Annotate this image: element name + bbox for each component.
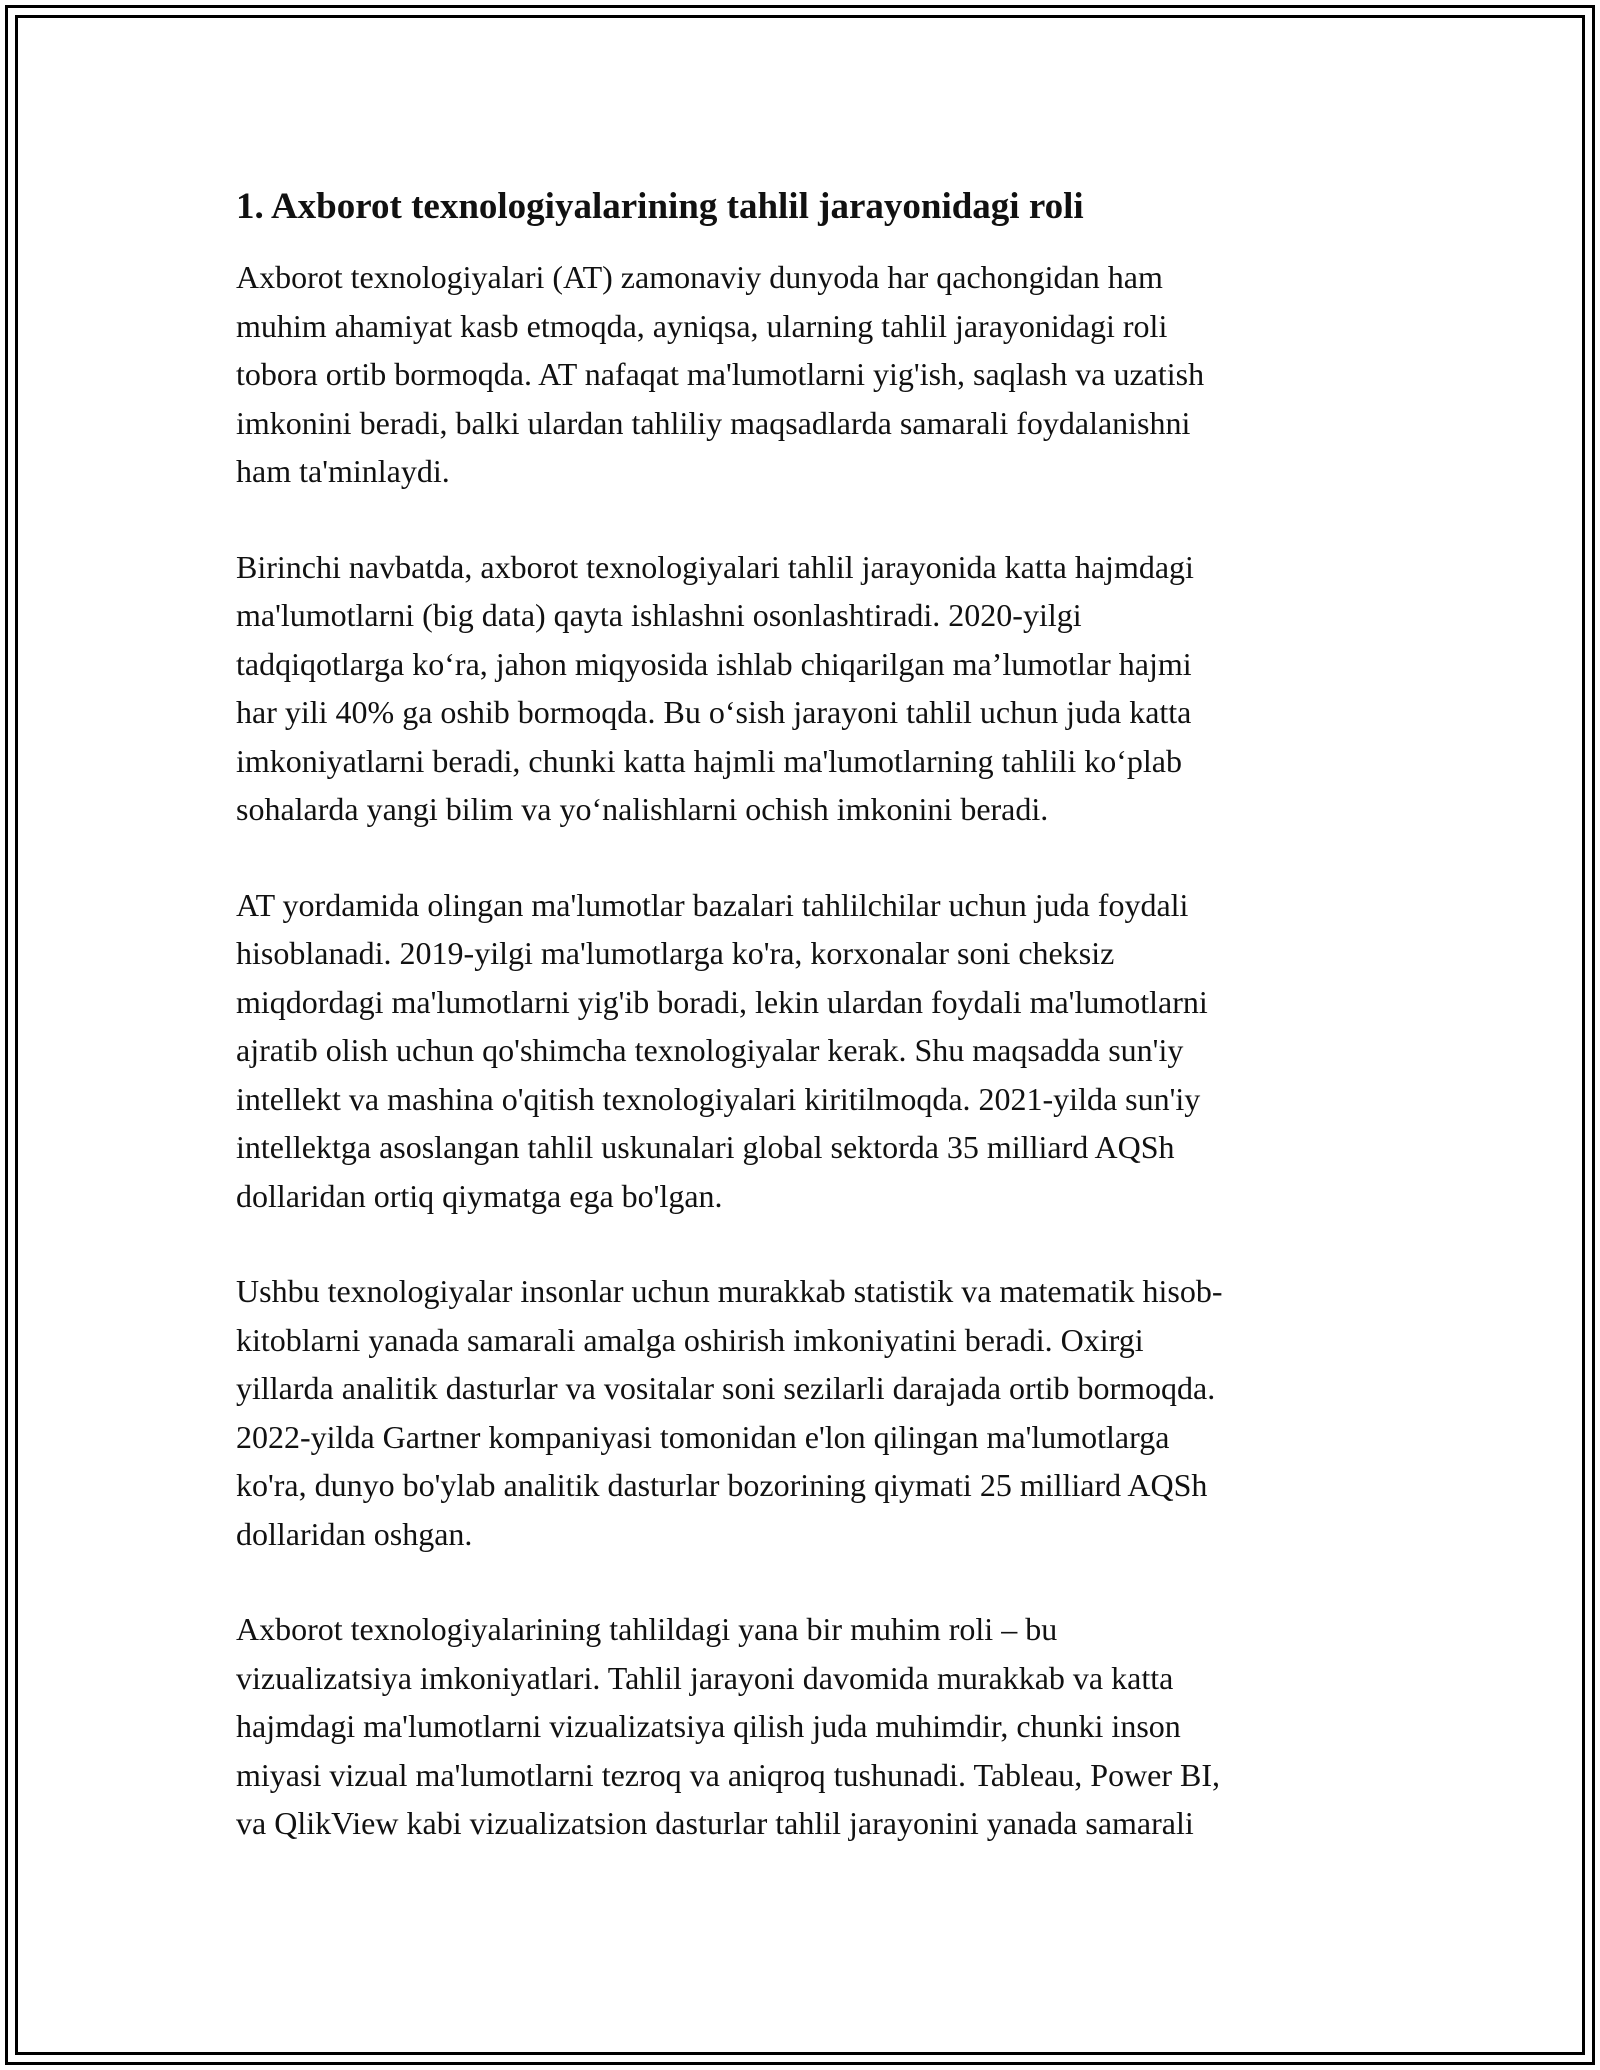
text-line: muhim ahamiyat kasb etmoqda, ayniqsa, ularning tahlil jarayonidagi roli (236, 307, 1168, 344)
text-line: va QlikView kabi vizualizatsion dasturlar tahlil jarayonini yanada samarali (236, 1805, 1194, 1841)
text-line: dollaridan oshgan. (236, 1515, 473, 1552)
text-line: har yili 40% ga oshib bormoqda. Bu oʻsish jarayoni tahlil uchun juda katta (236, 694, 1192, 730)
text-line: AT yordamida olingan ma'lumotlar bazalari tahlilchilar uchun juda foydali (236, 886, 1189, 923)
text-line: hajmdagi ma'lumotlarni vizualizatsiya qilish juda muhimdir, chunki inson (236, 1708, 1181, 1744)
text-line: miqdordagi ma'lumotlarni yig'ib boradi, lekin ulardan foydali ma'lumotlarni (236, 983, 1208, 1020)
text-line: Axborot texnologiyalarining tahlildagi yana bir muhim roli – bu (236, 1611, 1058, 1647)
text-line: ajratib olish uchun qo'shimcha texnologiyalar kerak. Shu maqsadda sun'iy (236, 1032, 1184, 1068)
text-line: dollaridan ortiq qiymatga ega bo'lgan. (236, 1177, 723, 1214)
text-line: miyasi vizual ma'lumotlarni tezroq va aniqroq tushunadi. Tableau, Power BI, (236, 1756, 1221, 1793)
text-line: intellektga asoslangan tahlil uskunalari global sektorda 35 milliard AQSh (236, 1129, 1175, 1165)
text-line: 2022-yilda Gartner kompaniyasi tomonidan e'lon qilingan ma'lumotlarga (236, 1418, 1170, 1455)
text-line: ham ta'minlaydi. (236, 453, 450, 489)
text-line: vizualizatsiya imkoniyatlari. Tahlil jarayoni davomida murakkab va katta (236, 1659, 1174, 1696)
paragraph-analytics (236, 1267, 1376, 1558)
text-line: imkonini beradi, balki ulardan tahliliy maqsadlarda samarali foydalanishni (236, 404, 1191, 441)
paragraph-intro (236, 253, 1376, 496)
section-heading: 1. Axborot texnologiyalarining tahlil jarayonidagi roli (236, 186, 1084, 227)
text-line: yillarda analitik dasturlar va vositalar soni sezilarli darajada ortib bormoqda. (236, 1370, 1216, 1406)
text-line: kitoblarni yanada samarali amalga oshirish imkoniyatini beradi. Oxirgi (236, 1321, 1144, 1358)
text-line: tobora ortib bormoqda. AT nafaqat ma'lumotlarni yig'ish, saqlash va uzatish (236, 356, 1205, 392)
text-line: intellekt va mashina o'qitish texnologiyalari kiritilmoqda. 2021-yilda sun'iy (236, 1080, 1201, 1117)
paragraph-databases (236, 881, 1376, 1221)
text-line: ma'lumotlarni (big data) qayta ishlashni osonlashtiradi. 2020-yilgi (236, 597, 1082, 633)
paragraph-big-data (236, 543, 1376, 834)
document-body (236, 183, 1376, 1895)
text-line: Birinchi navbatda, axborot texnologiyalari tahlil jarayonida katta hajmdagi (236, 548, 1194, 585)
text-line: Ushbu texnologiyalar insonlar uchun murakkab statistik va matematik hisob- (236, 1273, 1223, 1309)
text-line: imkoniyatlarni beradi, chunki katta hajmli ma'lumotlarning tahlili koʻplab (236, 742, 1182, 779)
text-line: hisoblanadi. 2019-yilgi ma'lumotlarga ko'ra, korxonalar soni cheksiz (236, 935, 1115, 971)
text-line: Axborot texnologiyalari (AT) zamonaviy dunyoda har qachongidan ham (236, 259, 1163, 295)
paragraph-visualization (236, 1605, 1376, 1848)
text-line: sohalarda yangi bilim va yoʻnalishlarni ochish imkonini beradi. (236, 791, 1049, 827)
text-line: ko'ra, dunyo bo'ylab analitik dasturlar bozorining qiymati 25 milliard AQSh (236, 1467, 1208, 1503)
text-line: tadqiqotlarga koʻra, jahon miqyosida ishlab chiqarilgan maʼlumotlar hajmi (236, 645, 1192, 682)
